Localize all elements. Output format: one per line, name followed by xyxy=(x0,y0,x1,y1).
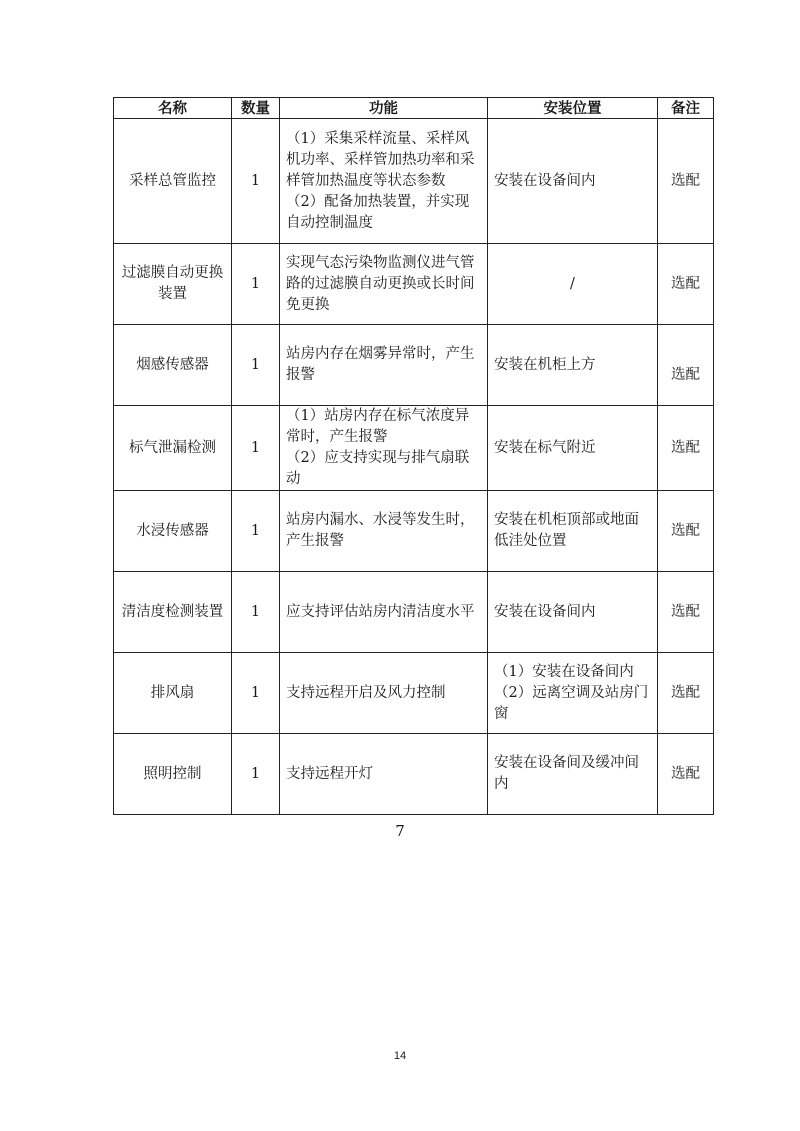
cell-location: / xyxy=(488,244,658,325)
header-function: 功能 xyxy=(280,98,488,119)
cell-quantity: 1 xyxy=(232,572,280,653)
cell-function: 支持远程开启及风力控制 xyxy=(280,653,488,734)
table-row xyxy=(114,572,714,653)
cell-function: 实现气态污染物监测仪进气管路的过滤膜自动更换或长时间免更换 xyxy=(280,244,488,325)
cell-note: 选配 xyxy=(658,119,714,244)
cell-quantity: 1 xyxy=(232,119,280,244)
cell-name: 清洁度检测装置 xyxy=(114,572,232,653)
cell-quantity: 1 xyxy=(232,491,280,572)
table-header xyxy=(114,98,714,119)
table-row xyxy=(114,653,714,734)
cell-note: 选配 xyxy=(658,734,714,815)
cell-location: 安装在设备间及缓冲间内 xyxy=(488,734,658,815)
table-row xyxy=(114,119,714,244)
header-quantity: 数量 xyxy=(232,98,280,119)
cell-function: （1）采集采样流量、采样风机功率、采样管加热功率和采样管加热温度等状态参数 （2）配备加热装置，并实现自动控制温度 xyxy=(280,119,488,244)
inner-page-number: 7 xyxy=(395,822,405,840)
cell-name: 排风扇 xyxy=(114,653,232,734)
header-location: 安装位置 xyxy=(488,98,658,119)
cell-note: 选配 xyxy=(658,325,714,406)
table-row xyxy=(114,244,714,325)
cell-quantity: 1 xyxy=(232,734,280,815)
cell-name: 烟感传感器 xyxy=(114,325,232,406)
cell-quantity: 1 xyxy=(232,244,280,325)
cell-function: 站房内存在烟雾异常时，产生报警 xyxy=(280,325,488,406)
cell-function: 站房内漏水、水浸等发生时，产生报警 xyxy=(280,491,488,572)
cell-location: 安装在机柜上方 xyxy=(488,325,658,406)
cell-name: 水浸传感器 xyxy=(114,491,232,572)
cell-name: 采样总管监控 xyxy=(114,119,232,244)
cell-function: 应支持评估站房内清洁度水平 xyxy=(280,572,488,653)
cell-location: 安装在标气附近 xyxy=(488,406,658,491)
cell-note: 选配 xyxy=(658,491,714,572)
cell-note: 选配 xyxy=(658,572,714,653)
cell-function: 支持远程开灯 xyxy=(280,734,488,815)
table-row xyxy=(114,406,714,491)
header-name: 名称 xyxy=(114,98,232,119)
table-row xyxy=(114,491,714,572)
cell-location: 安装在机柜顶部或地面低洼处位置 xyxy=(488,491,658,572)
cell-quantity: 1 xyxy=(232,325,280,406)
cell-quantity: 1 xyxy=(232,653,280,734)
cell-name: 照明控制 xyxy=(114,734,232,815)
table-row xyxy=(114,734,714,815)
equipment-spec-table xyxy=(113,97,714,815)
cell-note: 选配 xyxy=(658,406,714,491)
cell-function: （1）站房内存在标气浓度异常时，产生报警 （2）应支持实现与排气扇联动 xyxy=(280,406,488,491)
table-body xyxy=(114,119,714,815)
header-note: 备注 xyxy=(658,98,714,119)
cell-quantity: 1 xyxy=(232,406,280,491)
cell-name: 过滤膜自动更换装置 xyxy=(114,244,232,325)
cell-note: 选配 xyxy=(658,653,714,734)
outer-page-number: 14 xyxy=(393,1050,407,1062)
cell-location: （1）安装在设备间内 （2）远离空调及站房门窗 xyxy=(488,653,658,734)
cell-note: 选配 xyxy=(658,244,714,325)
header-row xyxy=(114,98,714,119)
table-row xyxy=(114,325,714,406)
cell-location: 安装在设备间内 xyxy=(488,119,658,244)
cell-location: 安装在设备间内 xyxy=(488,572,658,653)
cell-name: 标气泄漏检测 xyxy=(114,406,232,491)
